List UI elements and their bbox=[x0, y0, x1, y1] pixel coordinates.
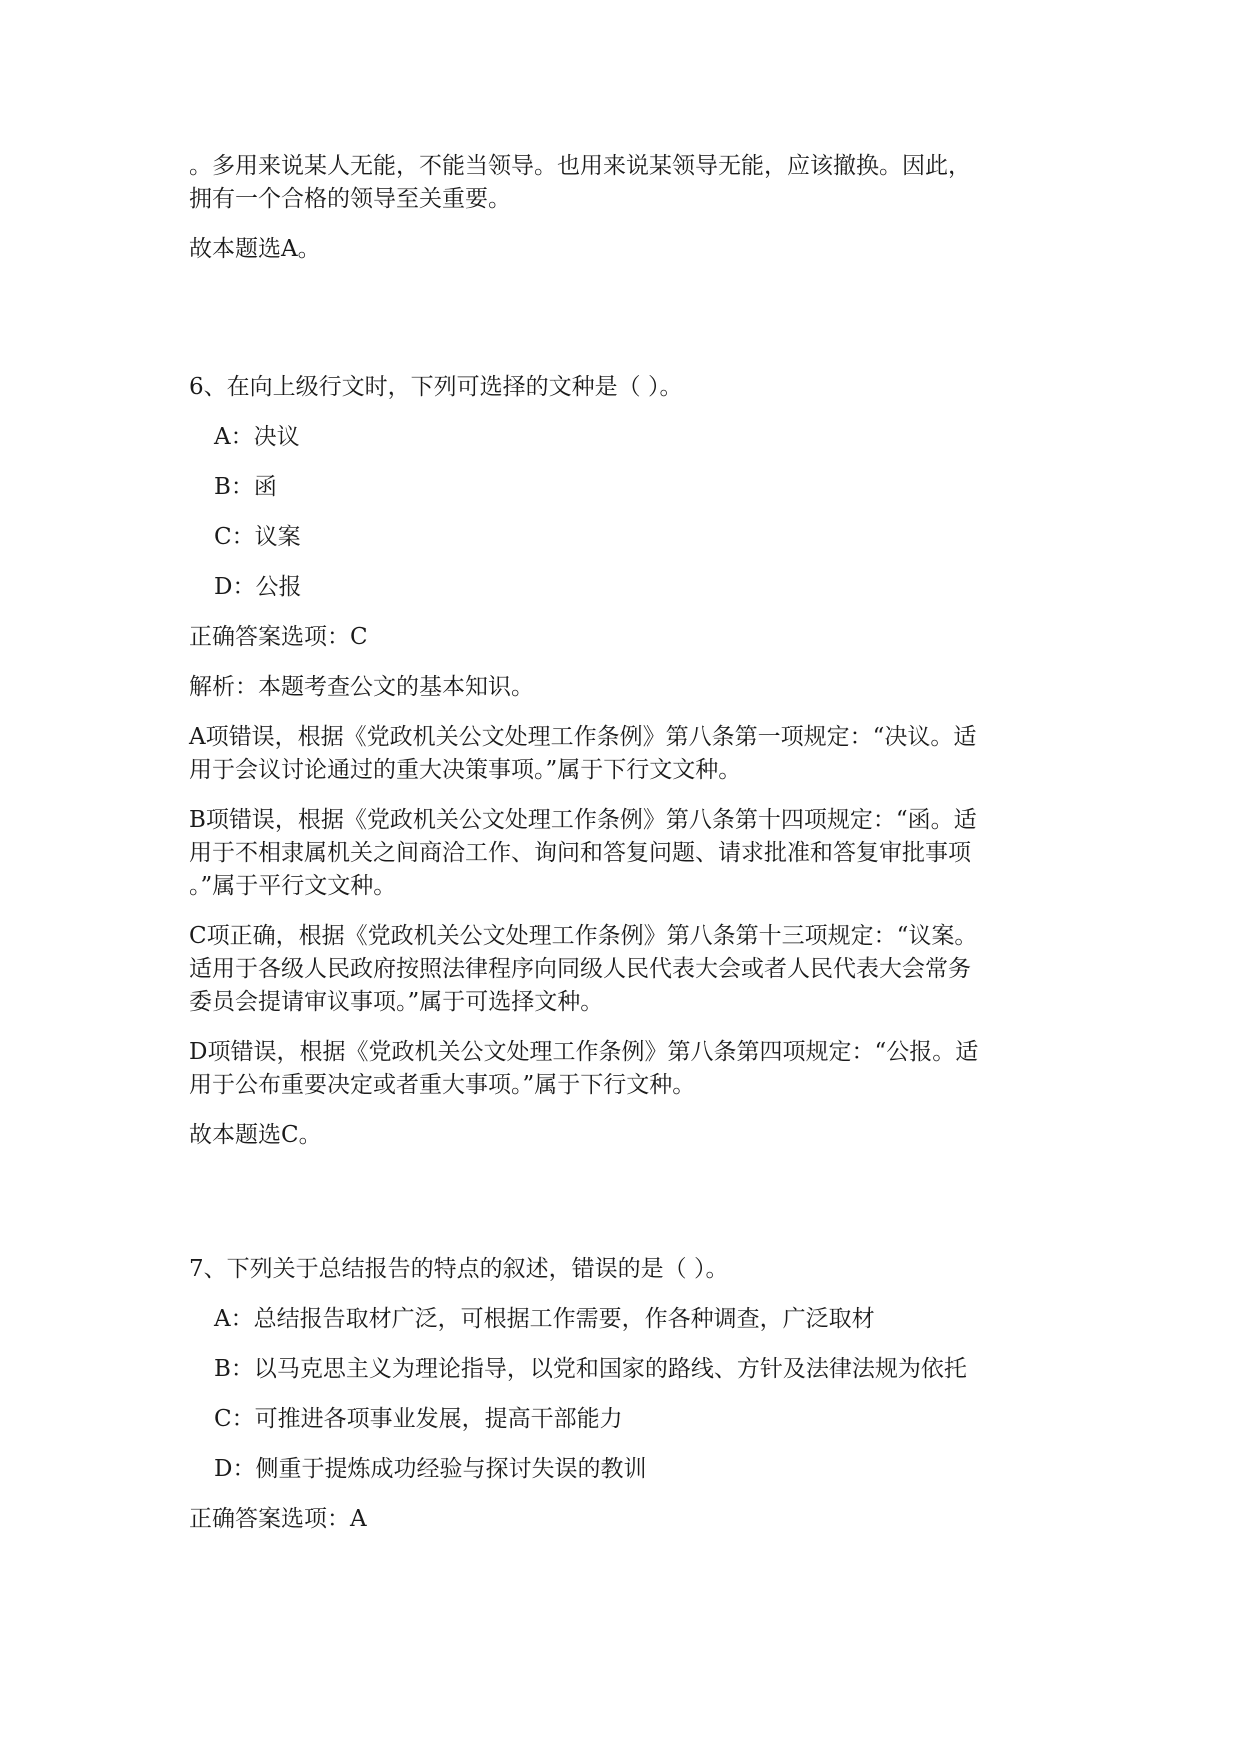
q7-option-d: D：侧重于提炼成功经验与探讨失误的教训 bbox=[214, 1456, 647, 1482]
text-line: A项错误，根据《党政机关公文处理工作条例》第八条第一项规定：“决议。适 bbox=[189, 724, 977, 750]
text-line: B项错误，根据《党政机关公文处理工作条例》第八条第十四项规定：“函。适 bbox=[189, 807, 977, 833]
q7-answer: 正确答案选项：A bbox=[189, 1506, 367, 1532]
q6-option-b: B：函 bbox=[214, 474, 277, 500]
spacer bbox=[189, 1169, 1049, 1253]
q6-answer: 正确答案选项：C bbox=[189, 624, 368, 650]
q7-option-a: A：总结报告取材广泛，可根据工作需要，作各种调查，广泛取材 bbox=[214, 1306, 875, 1332]
q6-stem: 6、在向上级行文时，下列可选择的文种是（ ）。 bbox=[189, 374, 683, 400]
q6-analysis-b bbox=[189, 804, 1049, 903]
q6-option-a: A：决议 bbox=[214, 424, 300, 450]
q6-analysis-intro: 解析：本题考查公文的基本知识。 bbox=[189, 674, 534, 700]
text-line: 适用于各级人民政府按照法律程序向同级人民代表大会或者人民代表大会常务 bbox=[189, 956, 971, 982]
text-line: D项错误，根据《党政机关公文处理工作条例》第八条第四项规定：“公报。适 bbox=[189, 1039, 979, 1065]
previous-conclusion: 故本题选A。 bbox=[189, 236, 321, 262]
previous-analysis-paragraph bbox=[189, 150, 1049, 216]
q7-option-b: B：以马克思主义为理论指导，以党和国家的路线、方针及法律法规为依托 bbox=[214, 1356, 967, 1382]
text-line: 用于不相隶属机关之间商洽工作、询问和答复问题、请求批准和答复审批事项 bbox=[189, 840, 971, 866]
text-line: 用于会议讨论通过的重大决策事项。”属于下行文文种。 bbox=[189, 757, 742, 783]
text-line: 拥有一个合格的领导至关重要。 bbox=[189, 186, 511, 212]
document-content bbox=[189, 150, 1049, 1553]
q7-stem: 7、下列关于总结报告的特点的叙述，错误的是（ ）。 bbox=[189, 1256, 729, 1282]
text-line: 委员会提请审议事项。”属于可选择文种。 bbox=[189, 989, 604, 1015]
text-line: C项正确，根据《党政机关公文处理工作条例》第八条第十三项规定：“议案。 bbox=[189, 923, 978, 949]
q6-conclusion: 故本题选C。 bbox=[189, 1122, 322, 1148]
q6-analysis-a bbox=[189, 721, 1049, 787]
text-line: 。”属于平行文文种。 bbox=[189, 873, 397, 899]
q6-option-c: C：议案 bbox=[214, 524, 301, 550]
spacer bbox=[189, 283, 1049, 371]
q6-option-d: D：公报 bbox=[214, 574, 302, 600]
text-line: 用于公布重要决定或者重大事项。”属于下行文种。 bbox=[189, 1072, 696, 1098]
q7-option-c: C：可推进各项事业发展，提高干部能力 bbox=[214, 1406, 623, 1432]
q6-analysis-d bbox=[189, 1036, 1049, 1102]
q6-analysis-c bbox=[189, 920, 1049, 1019]
text-line: 。多用来说某人无能，不能当领导。也用来说某领导无能，应该撤换。因此， bbox=[189, 153, 971, 179]
